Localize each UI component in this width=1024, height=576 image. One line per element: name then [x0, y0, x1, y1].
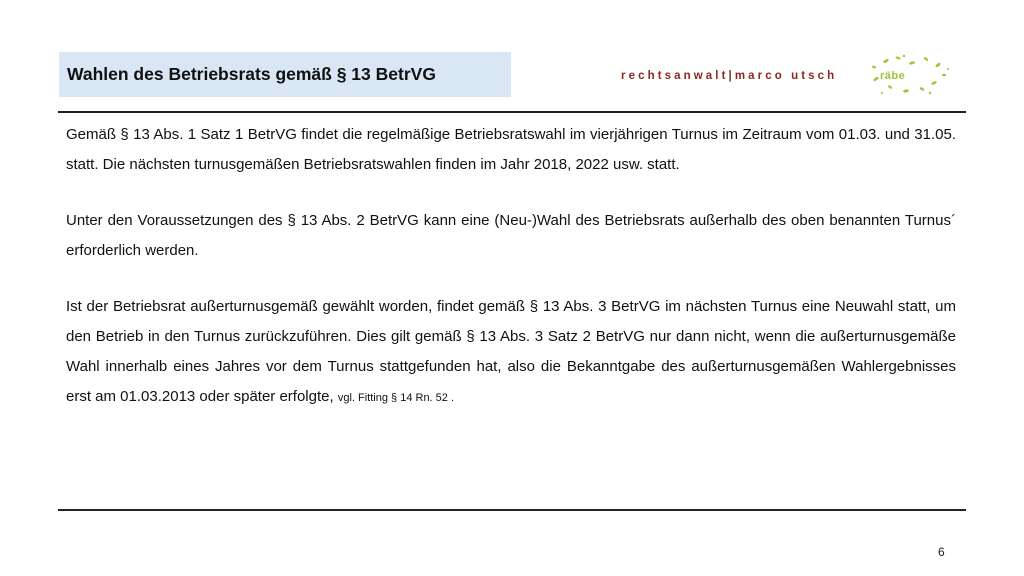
- paragraph-3-text: Ist der Betriebsrat außerturnusgemäß gewählt worden, findet gemäß § 13 Abs. 3 BetrVG im nächsten Turnus eine Neuwahl statt, um den Betrieb in den Turnus zurückzuführen. Dies gilt gemäß § 13 Abs. 3 Satz 2 BetrVG nur dann nicht, wenn die außerturnusgemäße Wahl innerhalb eines Jahres vor dem Turnus stattgefunden hat, also die Bekanntgabe des außerturnusgemäßen Wahlergebnisses erst am 01.03.2013 oder später erfolgte,: [66, 298, 956, 405]
- paragraph-2: Unter den Voraussetzungen des § 13 Abs. 2 BetrVG kann eine (Neu-)Wahl des Betriebsrats außerhalb des oben benannten Turnus´ erforderlich werden.: [66, 212, 956, 259]
- slide-title: Wahlen des Betriebsrats gemäß § 13 BetrVG: [67, 64, 436, 84]
- brand-name: rechtsanwalt|marco utsch: [621, 70, 838, 82]
- slide-body: [66, 120, 956, 413]
- logo-wordmark: räbe: [880, 70, 906, 82]
- citation: vgl. Fitting § 14 Rn. 52 .: [337, 392, 455, 404]
- top-divider: [58, 111, 966, 113]
- bottom-divider: [58, 509, 966, 511]
- paragraph-1: Gemäß § 13 Abs. 1 Satz 1 BetrVG findet die regelmäßige Betriebsratswahl im vierjährigen Turnus im Zeitraum vom 01.03. und 31.05. statt. Die nächsten turnusgemäßen Betriebsratswahlen finden im Jahr 2018, 2022 usw. statt.: [66, 126, 956, 173]
- title-box: [59, 52, 511, 97]
- raebe-logo: [868, 53, 952, 97]
- paragraph-3: [66, 292, 956, 413]
- page-number: 6: [938, 545, 945, 559]
